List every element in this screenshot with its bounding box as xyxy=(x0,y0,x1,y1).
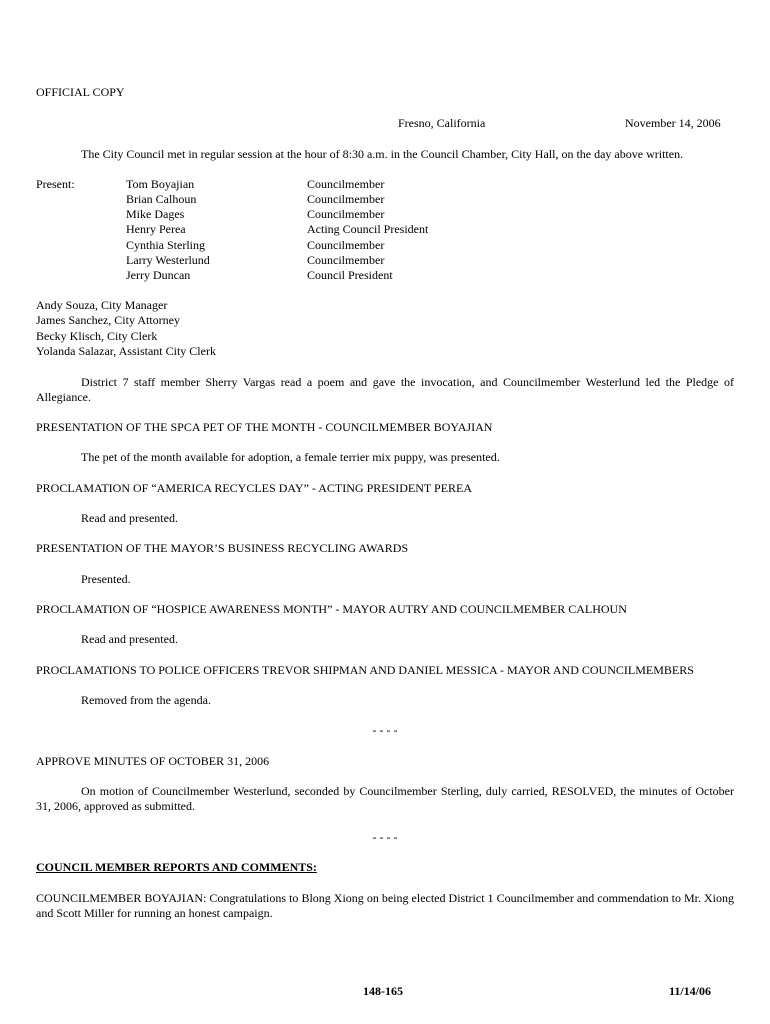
member-title: Acting Council President xyxy=(307,222,429,236)
member-title: Councilmember xyxy=(307,207,385,221)
item-heading: PRESENTATION OF THE SPCA PET OF THE MONTH - COUNCILMEMBER BOYAJIAN xyxy=(36,420,493,434)
item-heading: PROCLAMATIONS TO POLICE OFFICERS TREVOR SHIPMAN AND DANIEL MESSICA - MAYOR AND COUNCILMEMBERS xyxy=(36,663,694,677)
minutes-heading: APPROVE MINUTES OF OCTOBER 31, 2006 xyxy=(36,754,270,768)
member-name: Larry Westerlund xyxy=(126,253,210,267)
staff-line: Becky Klisch, City Clerk xyxy=(36,329,158,343)
present-label: Present: xyxy=(36,177,75,191)
staff-line: James Sanchez, City Attorney xyxy=(36,313,180,327)
meeting-location: Fresno, California xyxy=(398,116,486,130)
member-name: Jerry Duncan xyxy=(126,268,191,282)
member-title: Councilmember xyxy=(307,177,385,191)
member-name: Brian Calhoun xyxy=(126,192,197,206)
member-name: Mike Dages xyxy=(126,207,185,221)
official-copy-label: OFFICIAL COPY xyxy=(36,85,125,99)
staff-line: Yolanda Salazar, Assistant City Clerk xyxy=(36,344,216,358)
member-name: Tom Boyajian xyxy=(126,177,195,191)
staff-line: Andy Souza, City Manager xyxy=(36,298,168,312)
footer-date: 11/14/06 xyxy=(669,984,712,998)
item-body: Removed from the agenda. xyxy=(81,693,211,707)
invocation-paragraph: District 7 staff member Sherry Vargas read a poem and gave the invocation, and Councilmember Westerlund led the Pledge of Allegiance. xyxy=(36,375,734,404)
member-name: Cynthia Sterling xyxy=(126,238,205,252)
item-body: Read and presented. xyxy=(81,511,178,525)
item-heading: PRESENTATION OF THE MAYOR’S BUSINESS RECYCLING AWARDS xyxy=(36,541,409,555)
item-heading: PROCLAMATION OF “AMERICA RECYCLES DAY” - ACTING PRESIDENT PEREA xyxy=(36,481,473,495)
section-separator: - - - - xyxy=(372,723,398,737)
meeting-date: November 14, 2006 xyxy=(625,116,721,130)
member-name: Henry Perea xyxy=(126,222,186,236)
member-title: Councilmember xyxy=(307,238,385,252)
item-body: Read and presented. xyxy=(81,632,178,646)
section-separator: - - - - xyxy=(372,830,398,844)
reports-heading: COUNCIL MEMBER REPORTS AND COMMENTS: xyxy=(36,860,317,874)
footer-page-ref: 148-165 xyxy=(363,984,403,998)
member-title: Councilmember xyxy=(307,192,385,206)
member-title: Council President xyxy=(307,268,393,282)
minutes-paragraph: On motion of Councilmember Westerlund, seconded by Councilmember Sterling, duly carried, RESOLVED, the minutes of October 31, 2006, approved as submitted. xyxy=(36,784,734,813)
item-heading: PROCLAMATION OF “HOSPICE AWARENESS MONTH” - MAYOR AUTRY AND COUNCILMEMBER CALHOUN xyxy=(36,602,627,616)
member-title: Councilmember xyxy=(307,253,385,267)
item-body: The pet of the month available for adoption, a female terrier mix puppy, was presented. xyxy=(81,450,500,464)
intro-paragraph: The City Council met in regular session at the hour of 8:30 a.m. in the Council Chamber, City Hall, on the day above written. xyxy=(81,147,684,161)
reports-paragraph: COUNCILMEMBER BOYAJIAN: Congratulations to Blong Xiong on being elected District 1 Councilmember and commendation to Mr. Xiong and Scott Miller for running an honest campaign. xyxy=(36,891,734,920)
item-body: Presented. xyxy=(81,572,131,586)
